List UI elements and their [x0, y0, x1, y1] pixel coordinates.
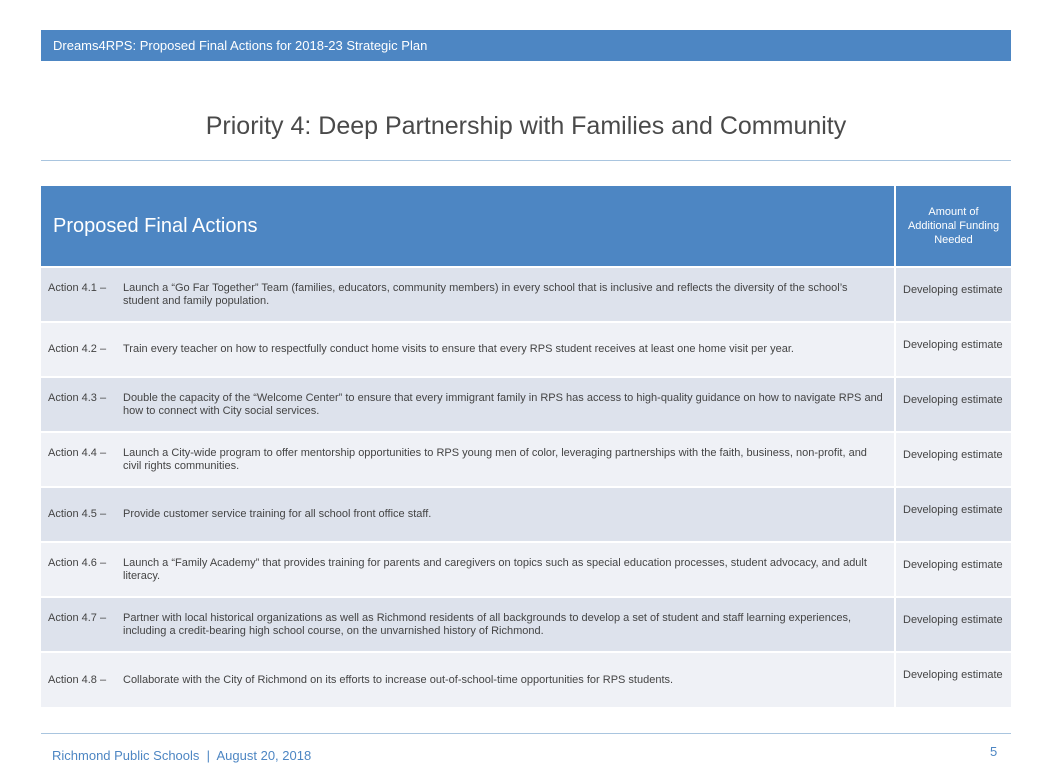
table-row	[41, 487, 1011, 542]
action-description: Double the capacity of the “Welcome Center” to ensure that every immigrant family in RPS has access to high-quality guidance on how to navigate RPS and how to connect with City social services.	[123, 391, 883, 417]
slide-title: Priority 4: Deep Partnership with Families and Community	[205, 112, 847, 140]
action-cell	[41, 432, 895, 487]
table-row	[41, 432, 1011, 487]
action-number: Action 4.2 –	[48, 343, 107, 355]
funding-cell: Developing estimate	[895, 652, 1011, 707]
action-cell	[41, 322, 895, 377]
table-row	[41, 652, 1011, 707]
action-number: Action 4.8 –	[48, 673, 107, 686]
action-description: Provide customer service training for all school front office staff.	[123, 508, 432, 520]
header-banner-text: Dreams4RPS: Proposed Final Actions for 2018-23 Strategic Plan	[53, 38, 428, 53]
action-number: Action 4.6 –	[48, 556, 107, 569]
funding-cell: Developing estimate	[895, 267, 1011, 322]
table-row	[41, 377, 1011, 432]
action-cell	[41, 542, 895, 597]
action-description: Train every teacher on how to respectfully conduct home visits to ensure that every RPS student receives at least one home visit per year.	[123, 343, 794, 355]
action-number: Action 4.7 –	[48, 611, 107, 624]
action-number: Action 4.3 –	[48, 391, 107, 404]
action-description: Launch a “Go Far Together” Team (families, educators, community members) in every school that is inclusive and reflects the diversity of the school’s student and family population.	[123, 281, 848, 307]
header-banner	[41, 30, 1011, 61]
funding-cell: Developing estimate	[895, 432, 1011, 487]
funding-cell: Developing estimate	[895, 377, 1011, 432]
action-number: Action 4.1 –	[48, 281, 107, 294]
action-cell	[41, 377, 895, 432]
column-header-actions: Proposed Final Actions	[41, 186, 895, 267]
footer-text: Richmond Public Schools | August 20, 2018	[52, 748, 312, 763]
funding-cell: Developing estimate	[895, 487, 1011, 542]
column-header-funding: Amount of Additional Funding Needed	[895, 186, 1011, 267]
funding-cell: Developing estimate	[895, 542, 1011, 597]
table-row	[41, 267, 1011, 322]
funding-cell: Developing estimate	[895, 597, 1011, 652]
table-row	[41, 322, 1011, 377]
funding-cell: Developing estimate	[895, 322, 1011, 377]
table-row	[41, 542, 1011, 597]
action-number: Action 4.5 –	[48, 508, 107, 520]
action-cell	[41, 652, 895, 707]
title-divider	[41, 160, 1011, 161]
action-cell	[41, 267, 895, 322]
action-description: Collaborate with the City of Richmond on its efforts to increase out-of-school-time opportunities for RPS students.	[123, 673, 674, 686]
action-description: Partner with local historical organizations as well as Richmond residents of all backgrounds to develop a set of student and staff learning experiences, including a credit-bearing high school course, on the unvarnished history of Richmond.	[123, 611, 852, 637]
action-description: Launch a City-wide program to offer mentorship opportunities to RPS young men of color, leveraging partnerships with the faith, business, non-profit, and civil rights communities.	[123, 446, 867, 472]
page-number: 5	[990, 744, 998, 759]
action-cell	[41, 597, 895, 652]
action-cell	[41, 487, 895, 542]
table-row	[41, 597, 1011, 652]
actions-table	[41, 186, 1011, 707]
footer-divider	[41, 733, 1011, 734]
action-description: Launch a “Family Academy” that provides training for parents and caregivers on topics such as special education processes, student advocacy, and adult literacy.	[123, 556, 867, 582]
action-number: Action 4.4 –	[48, 446, 107, 459]
table-header-row	[41, 186, 1011, 267]
